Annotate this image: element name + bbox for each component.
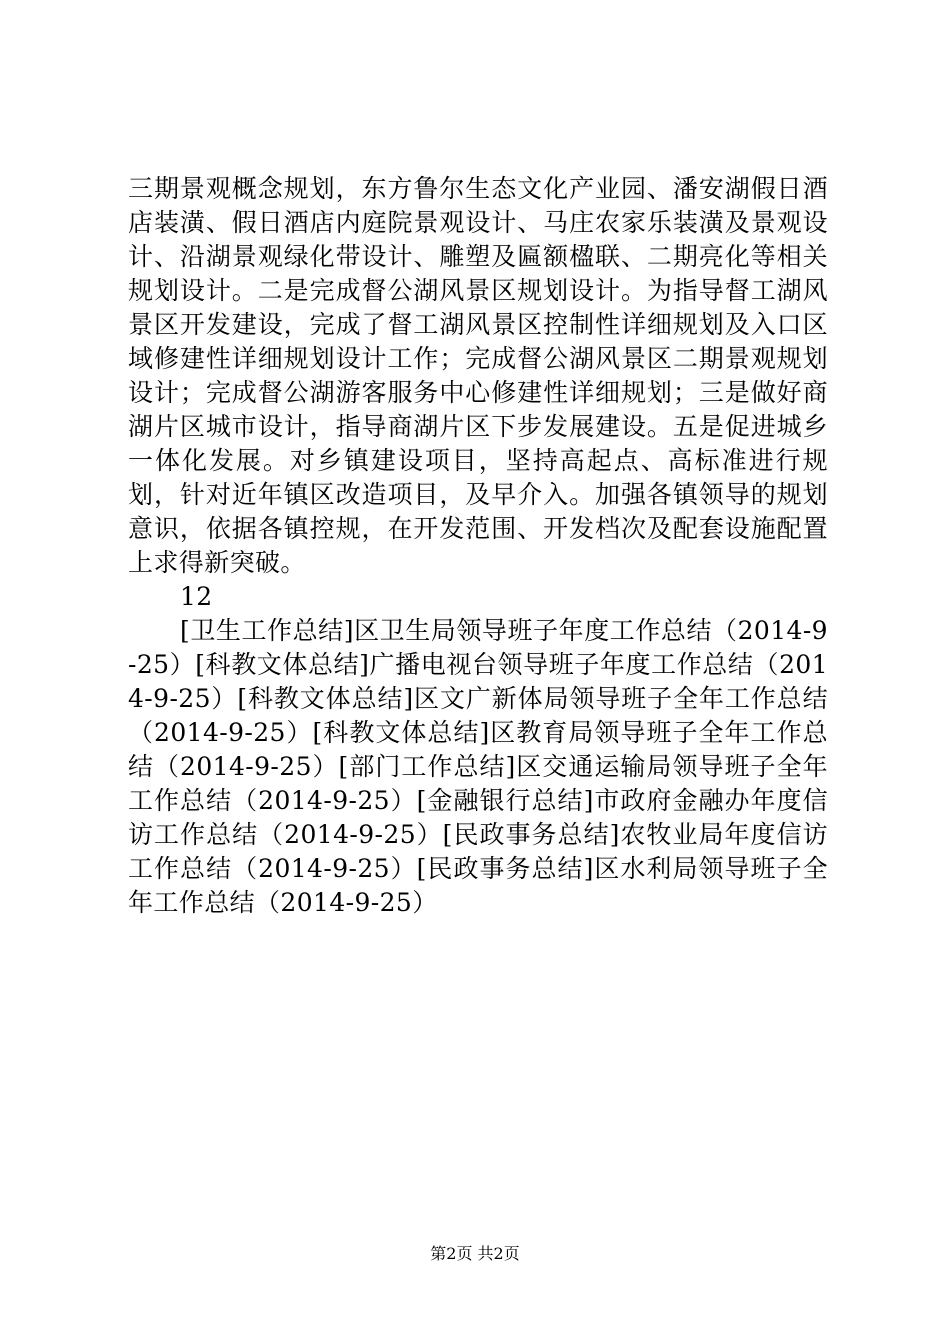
- document-body: [128, 172, 828, 920]
- page-footer: 第2页 共2页: [430, 1244, 520, 1263]
- related-links-paragraph: [卫生工作总结]区卫生局领导班子年度工作总结（2014-9-25）[科教文体总结]广播电视台领导班子年度工作总结（2014-9-25）[科教文体总结]区文广新体局领导班子全年工作总结（2014-9-25）[科教文体总结]区教育局领导班子全年工作总结（2014-9-25）[部门工作总结]区交通运输局领导班子全年工作总结（2014-9-25）[金融银行总结]市政府金融办年度信访工作总结（2014-9-25）[民政事务总结]农牧业局年度信访工作总结（2014-9-25）[民政事务总结]区水利局领导班子全年工作总结（2014-9-25）: [128, 616, 828, 917]
- body-paragraph: 三期景观概念规划，东方鲁尔生态文化产业园、潘安湖假日酒店装潢、假日酒店内庭院景观设计、马庄农家乐装潢及景观设计、沿湖景观绿化带设计、雕塑及匾额楹联、二期亮化等相关规划设计。二是完成督公湖风景区规划设计。为指导督工湖风景区开发建设，完成了督工湖风景区控制性详细规划及入口区域修建性详细规划设计工作；完成督公湖风景区二期景观规划设计；完成督公湖游客服务中心修建性详细规划；三是做好商湖片区城市设计，指导商湖片区下步发展建设。五是促进城乡一体化发展。对乡镇建设项目，坚持高起点、高标准进行规划，针对近年镇区改造项目，及早介入。加强各镇领导的规划意识，依据各镇控规，在开发范围、开发档次及配套设施配置上求得新突破。: [128, 174, 828, 577]
- page-number-paragraph: 12: [180, 582, 213, 611]
